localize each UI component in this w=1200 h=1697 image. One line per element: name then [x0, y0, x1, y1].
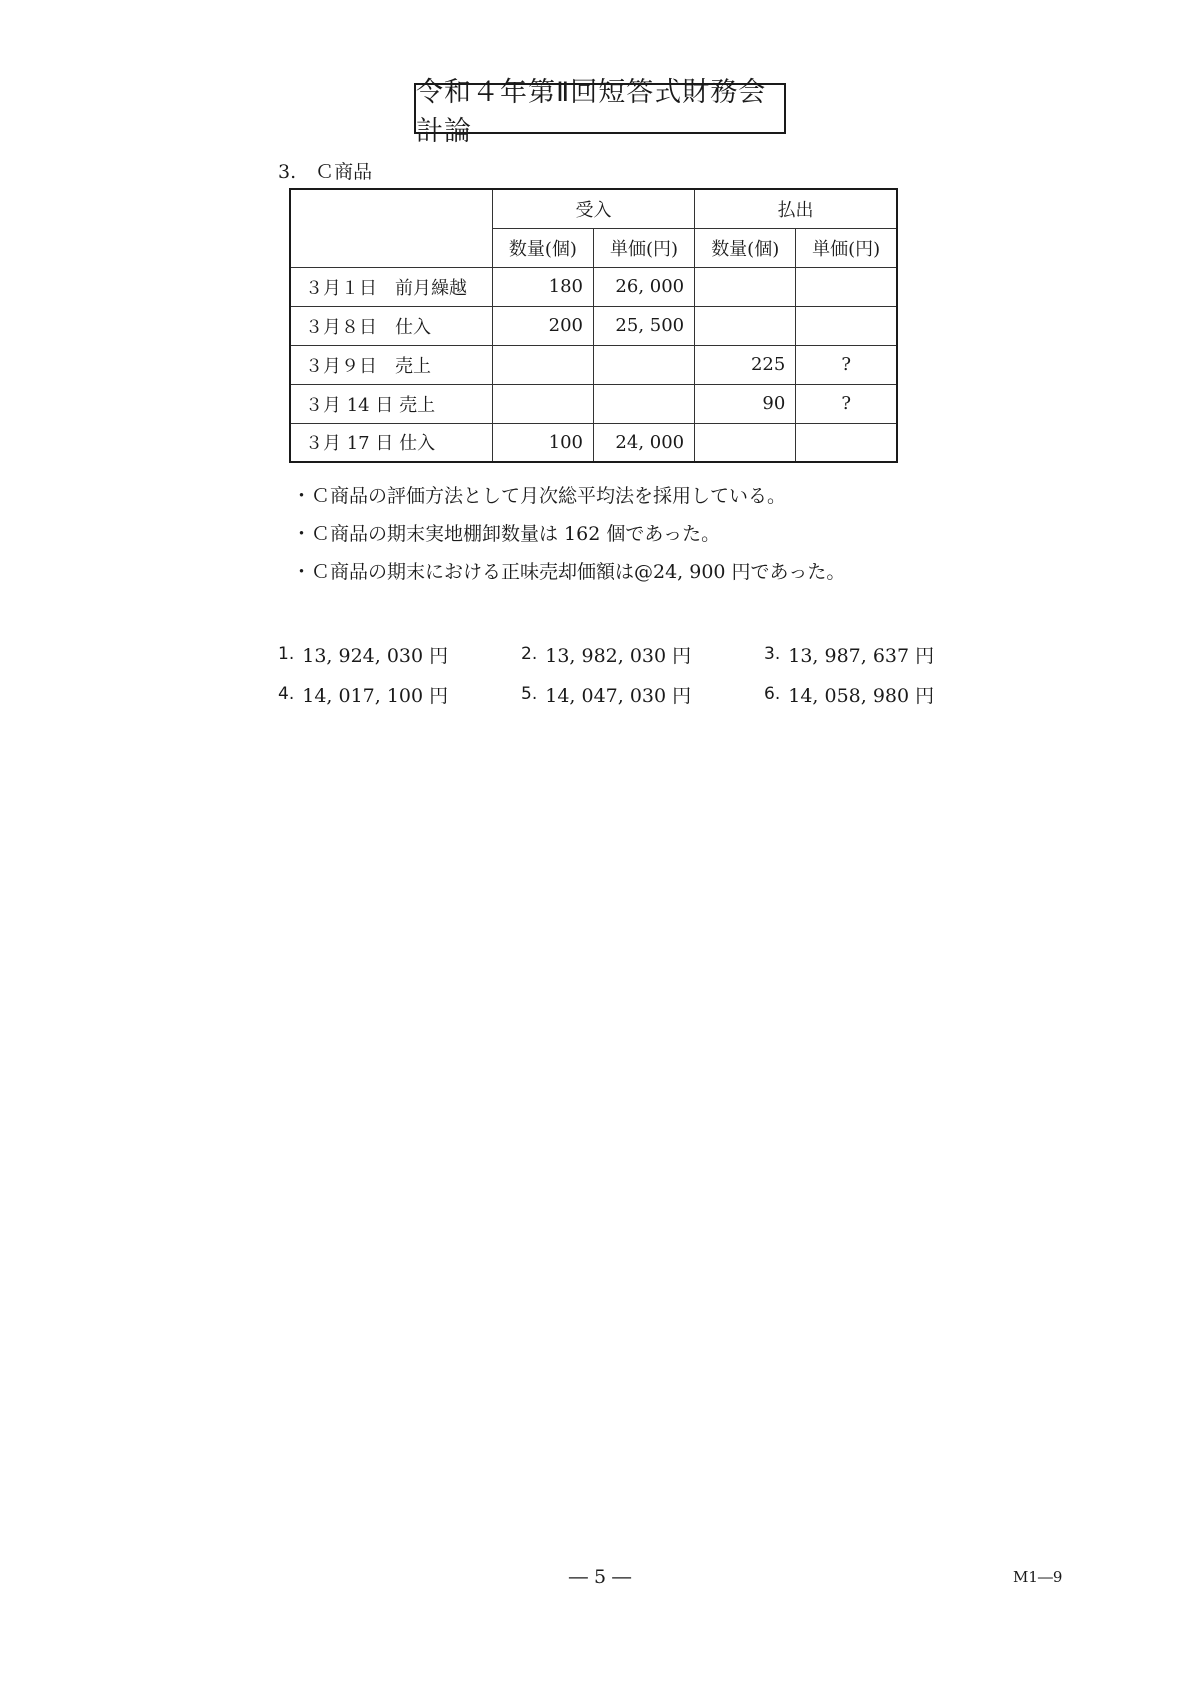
- receipts-price-cell: [593, 384, 694, 423]
- issues-qty-cell: [695, 267, 796, 306]
- receipts-qty-cell: [492, 345, 593, 384]
- issues-price-cell: [796, 423, 897, 462]
- choice-4[interactable]: [278, 681, 521, 708]
- receipts-qty-cell: 100: [492, 423, 593, 462]
- table-row: [290, 345, 897, 384]
- choice-number: 5.: [521, 684, 538, 704]
- choice-1[interactable]: [278, 641, 521, 668]
- choice-text: 13, 924, 030 円: [302, 644, 449, 667]
- row-label: ３月９日 売上: [290, 345, 492, 384]
- receipts-qty-cell: [492, 384, 593, 423]
- choice-text: 14, 058, 980 円: [788, 684, 935, 707]
- issues-qty-header: 数量(個): [695, 228, 796, 267]
- note-item: ・Ｃ商品の評価方法として月次総平均法を採用している。: [292, 485, 787, 507]
- issues-header: 払出: [695, 189, 897, 228]
- choice-number: 1.: [278, 644, 295, 664]
- choice-2[interactable]: [521, 641, 764, 668]
- receipts-qty-cell: 200: [492, 306, 593, 345]
- notes-list: [292, 477, 845, 591]
- page-code: M1―9: [1013, 1568, 1063, 1586]
- issues-qty-cell: [695, 306, 796, 345]
- receipts-price-header: 単価(円): [593, 228, 694, 267]
- answer-choices: [278, 634, 1007, 714]
- row-label: ３月８日 仕入: [290, 306, 492, 345]
- choice-number: 4.: [278, 684, 295, 704]
- issues-qty-cell: 90: [695, 384, 796, 423]
- choice-text: 14, 017, 100 円: [302, 684, 449, 707]
- issues-qty-cell: 225: [695, 345, 796, 384]
- choice-5[interactable]: [521, 681, 764, 708]
- receipts-qty-header: 数量(個): [492, 228, 593, 267]
- section-heading: 3. Ｃ商品: [278, 161, 373, 183]
- inventory-table: [289, 188, 898, 463]
- issues-price-cell: [796, 306, 897, 345]
- choice-row: [278, 634, 1007, 674]
- page-number: ― 5 ―: [568, 1566, 632, 1588]
- row-label: ３月 14 日 売上: [290, 384, 492, 423]
- choice-text: 13, 987, 637 円: [788, 644, 935, 667]
- table-header-row: [290, 189, 897, 228]
- note-item: ・Ｃ商品の期末実地棚卸数量は 162 個であった。: [292, 523, 721, 545]
- issues-qty-cell: [695, 423, 796, 462]
- issues-price-header: 単価(円): [796, 228, 897, 267]
- document-title: 令和４年第Ⅱ回短答式財務会計論: [414, 83, 786, 134]
- receipts-price-cell: [593, 345, 694, 384]
- receipts-qty-cell: 180: [492, 267, 593, 306]
- choice-row: [278, 674, 1007, 714]
- choice-6[interactable]: [764, 681, 1007, 708]
- note-item: ・Ｃ商品の期末における正味売却価額は@24, 900 円であった。: [292, 561, 846, 583]
- issues-price-cell: ?: [796, 384, 897, 423]
- choice-number: 2.: [521, 644, 538, 664]
- table-row: [290, 267, 897, 306]
- receipts-price-cell: 24, 000: [593, 423, 694, 462]
- choice-number: 3.: [764, 644, 781, 664]
- choice-text: 14, 047, 030 円: [545, 684, 692, 707]
- choice-text: 13, 982, 030 円: [545, 644, 692, 667]
- receipts-price-cell: 26, 000: [593, 267, 694, 306]
- receipts-header: 受入: [492, 189, 694, 228]
- choice-3[interactable]: [764, 641, 1007, 668]
- table-row: [290, 306, 897, 345]
- table-row: [290, 423, 897, 462]
- table-row: [290, 384, 897, 423]
- issues-price-cell: [796, 267, 897, 306]
- row-label: ３月 17 日 仕入: [290, 423, 492, 462]
- issues-price-cell: ?: [796, 345, 897, 384]
- row-label: ３月１日 前月繰越: [290, 267, 492, 306]
- table-header-blank: [290, 189, 492, 267]
- choice-number: 6.: [764, 684, 781, 704]
- receipts-price-cell: 25, 500: [593, 306, 694, 345]
